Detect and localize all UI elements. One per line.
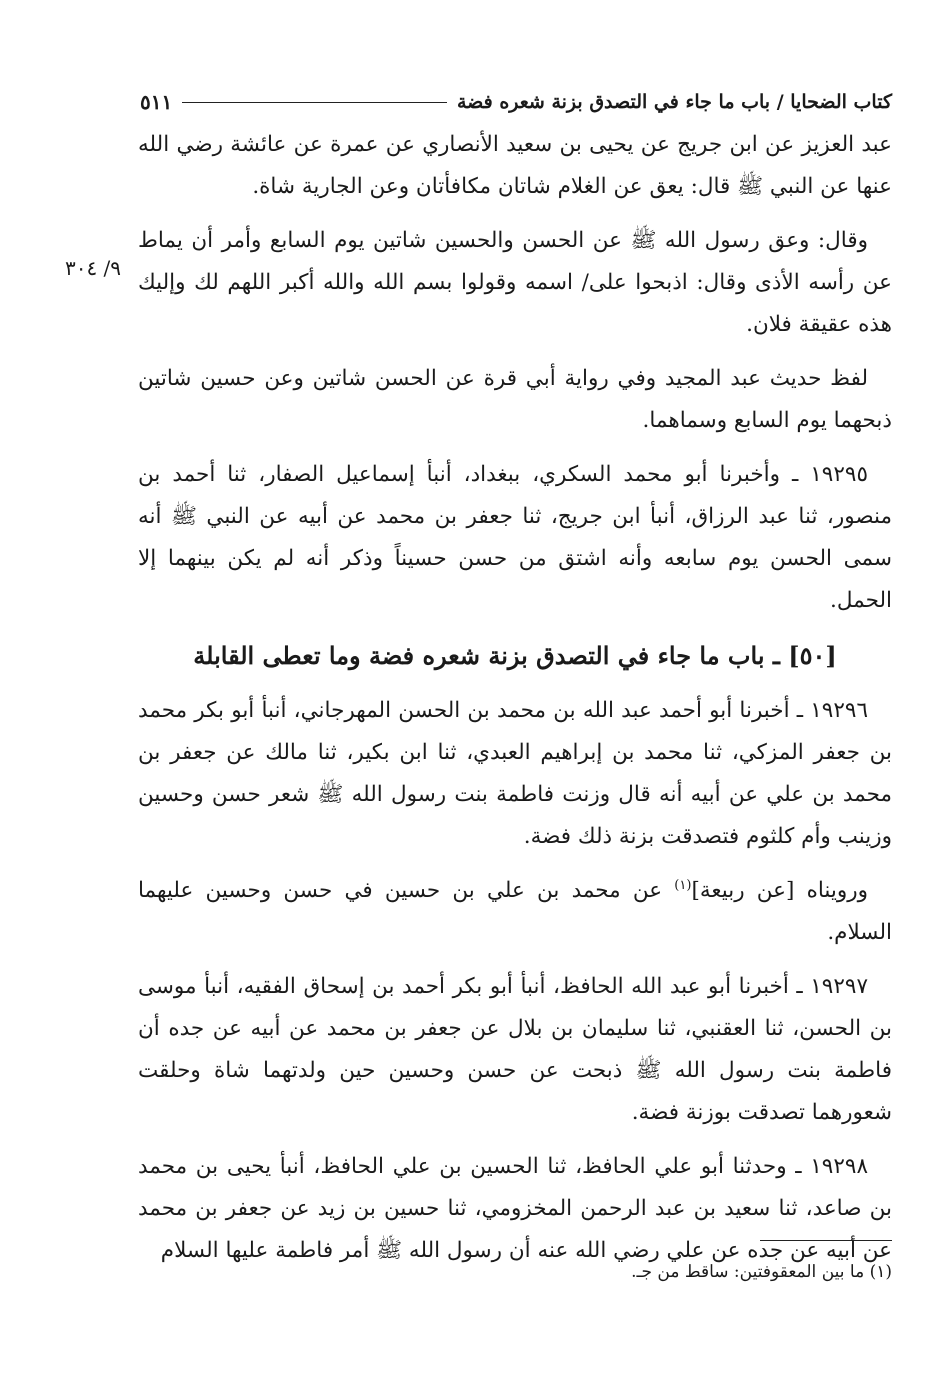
- riwaya-after: عن محمد بن علي بن حسين في حسن وحسين عليهما السلام.: [138, 878, 892, 945]
- paragraph-with-footnote: [138, 870, 892, 954]
- paragraph: ١٩٢٩٨ ـ وحدثنا أبو علي الحافظ، ثنا الحسين بن علي الحافظ، أنبأ يحيى بن محمد بن صاعد، ثنا سعيد بن عبد الرحمن المخزومي، ثنا حسين بن زيد عن جعفر بن محمد عن أبيه عن جده عن علي رضي الله عنه أن رسول الله ﷺ أمر فاطمة عليها السلام: [138, 1154, 892, 1263]
- footnote: (١) ما بين المعقوفتين: ساقط من جـ.: [631, 1262, 892, 1282]
- paragraph: لفظ حديث عبد المجيد وفي رواية أبي قرة عن الحسن شاتين وعن حسين شاتين ذبحهما يوم السابع وسماهما.: [138, 366, 892, 433]
- paragraph: ١٩٢٩٧ ـ أخبرنا أبو عبد الله الحافظ، أنبأ أبو بكر أحمد بن إسحاق الفقيه، أنبأ موسى بن الحسن، ثنا العقنبي، ثنا سليمان بن بلال عن جعفر بن محمد عن أبيه عن جده أن فاطمة بنت رسول الله ﷺ ذبحت عن حسن وحسين حين ولدتهما شاة وحلقت شعورهما تصدقت بوزنة فضة.: [138, 974, 892, 1125]
- margin-reference: ٩/ ٣٠٤: [64, 256, 122, 280]
- main-text: [138, 124, 892, 1284]
- section-heading: [٥٠] ـ باب ما جاء في التصدق بزنة شعره فضة وما تعطى القابلة: [193, 641, 837, 670]
- page-number: ٥١١: [140, 90, 173, 114]
- paragraph: ١٩٢٩٦ ـ أخبرنا أبو أحمد عبد الله بن محمد بن الحسن المهرجاني، أنبأ أبو بكر محمد بن جعفر المزكي، ثنا محمد بن إبراهيم العبدي، ثنا ابن بكير، ثنا مالك عن جعفر بن محمد بن علي عن أبيه أنه قال وزنت فاطمة بنت رسول الله ﷺ شعر حسن وحسين وزينب وأم كلثوم فتصدقت بزنة ذلك فضة.: [138, 698, 892, 849]
- footnote-rule: [760, 1240, 892, 1241]
- paragraph: ١٩٢٩٥ ـ وأخبرنا أبو محمد السكري، ببغداد، أنبأ إسماعيل الصفار، ثنا أحمد بن منصور، ثنا عبد الرزاق، أنبأ ابن جريج، ثنا جعفر بن محمد عن أبيه عن النبي ﷺ أنه سمى الحسن يوم سابعه وأنه اشتق من حسن حسيناً وذكر أنه لم يكن بينهما إلا الحمل.: [138, 462, 892, 613]
- paragraph: وقال: وعق رسول الله ﷺ عن الحسن والحسين شاتين يوم السابع وأمر أن يماط عن رأسه الأذى وقال: اذبحوا على/ اسمه وقولوا بسم الله والله أكبر اللهم لك وإليك هذه عقيقة فلان.: [138, 228, 892, 337]
- header-title: كتاب الضحايا / باب ما جاء في التصدق بزنة شعره فضة: [456, 91, 892, 113]
- footnote-marker: (١): [674, 877, 692, 893]
- riwaya-before: ورويناه [عن ربيعة]: [691, 878, 869, 903]
- header-rule: [182, 102, 447, 103]
- running-header: [140, 84, 892, 120]
- paragraph: عبد العزيز عن ابن جريج عن يحيى بن سعيد الأنصاري عن عمرة عن عائشة رضي الله عنها عن النبي ﷺ قال: يعق عن الغلام شاتان مكافأتان وعن الجارية شاة.: [138, 132, 892, 199]
